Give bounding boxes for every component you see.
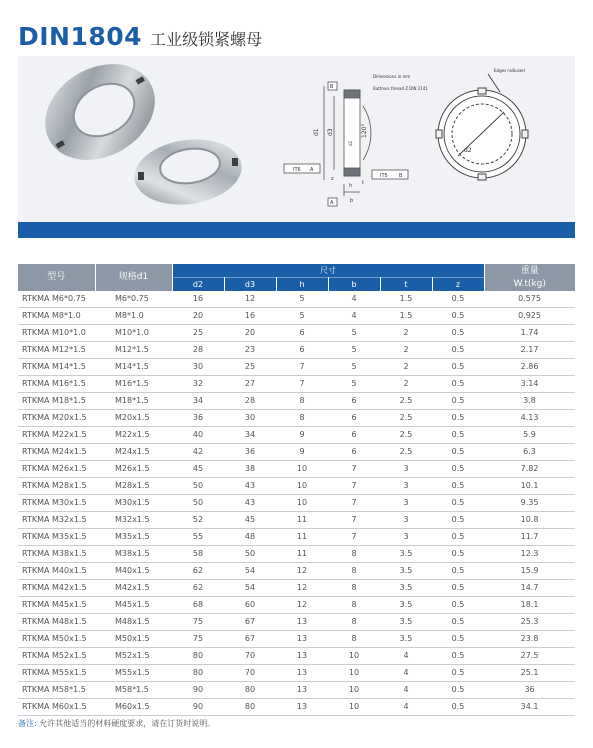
cell-h: 6 (276, 325, 328, 342)
cell-z: 0.5 (432, 597, 484, 614)
cell-t: 3.5 (380, 597, 432, 614)
cell-d2: 25 (172, 325, 224, 342)
cell-z: 0.5 (432, 512, 484, 529)
cell-d3: 34 (224, 427, 276, 444)
cell-model: RTKMA M50x1.5 (18, 631, 95, 648)
cell-model: RTKMA M8*1.0 (18, 308, 95, 325)
col-header-d2: d2 (172, 278, 224, 292)
cell-b: 7 (328, 478, 380, 495)
cell-z: 0.5 (432, 631, 484, 648)
table-row (18, 342, 575, 359)
cell-weight: 6.3 (484, 444, 575, 461)
cell-b: 5 (328, 359, 380, 376)
cell-spec: M48x1.5 (95, 614, 172, 631)
footnote-text: 允许其他适当的材料硬度要求，请在订货时说明。 (39, 719, 216, 728)
spec-table (18, 264, 575, 716)
footnote-label: 备注: (18, 719, 37, 728)
cell-t: 2.5 (380, 427, 432, 444)
tolerance-it5: IT5 (380, 173, 388, 179)
dim-h: h (349, 183, 353, 189)
cell-d2: 62 (172, 580, 224, 597)
cell-z: 0.5 (432, 342, 484, 359)
dim-d1: d1 (313, 128, 320, 136)
cell-spec: M24x1.5 (95, 444, 172, 461)
cell-spec: M60x1.5 (95, 699, 172, 716)
cell-t: 3 (380, 495, 432, 512)
cell-b: 10 (328, 699, 380, 716)
cell-d3: 20 (224, 325, 276, 342)
nut-photo-small (130, 133, 246, 211)
weight-label: 重量 (520, 265, 539, 276)
cell-t: 3 (380, 461, 432, 478)
table-row (18, 410, 575, 427)
cell-model: RTKMA M52x1.5 (18, 648, 95, 665)
cell-weight: 3.14 (484, 376, 575, 393)
section-divider-bar (18, 222, 575, 238)
cell-spec: M30x1.5 (95, 495, 172, 512)
cell-t: 2.5 (380, 393, 432, 410)
cell-b: 8 (328, 546, 380, 563)
cell-t: 3.5 (380, 614, 432, 631)
table-row (18, 444, 575, 461)
cell-t: 4 (380, 648, 432, 665)
dim-d2-side: d2 (348, 140, 353, 146)
footnote (18, 718, 215, 729)
dim-t: t (362, 180, 364, 186)
cell-h: 5 (276, 308, 328, 325)
cell-d2: 45 (172, 461, 224, 478)
cell-t: 4 (380, 682, 432, 699)
cell-z: 0.5 (432, 478, 484, 495)
table-row (18, 665, 575, 682)
cell-weight: 1.74 (484, 325, 575, 342)
cell-spec: M18*1.5 (95, 393, 172, 410)
table-row (18, 580, 575, 597)
cell-b: 8 (328, 597, 380, 614)
cell-h: 11 (276, 512, 328, 529)
cell-weight: 2.86 (484, 359, 575, 376)
cell-d2: 75 (172, 614, 224, 631)
cell-z: 0.5 (432, 444, 484, 461)
cell-d3: 28 (224, 393, 276, 410)
cell-spec: M52x1.5 (95, 648, 172, 665)
cell-h: 9 (276, 427, 328, 444)
cell-d3: 36 (224, 444, 276, 461)
cell-b: 8 (328, 631, 380, 648)
cell-model: RTKMA M12*1.5 (18, 342, 95, 359)
cell-spec: M28x1.5 (95, 478, 172, 495)
cell-spec: M58*1.5 (95, 682, 172, 699)
cell-weight: 25.3 (484, 614, 575, 631)
cell-d3: 27 (224, 376, 276, 393)
table-row (18, 631, 575, 648)
page-header (18, 22, 262, 52)
cell-b: 5 (328, 325, 380, 342)
cell-t: 2.5 (380, 444, 432, 461)
cell-h: 7 (276, 376, 328, 393)
cell-b: 6 (328, 410, 380, 427)
col-header-weight (484, 264, 575, 291)
cell-d3: 43 (224, 495, 276, 512)
cell-spec: M26x1.5 (95, 461, 172, 478)
cell-b: 7 (328, 495, 380, 512)
product-name: 工业级锁紧螺母 (150, 30, 263, 49)
cell-weight: 7.82 (484, 461, 575, 478)
cell-model: RTKMA M28x1.5 (18, 478, 95, 495)
cell-spec: M12*1.5 (95, 342, 172, 359)
cell-t: 2 (380, 342, 432, 359)
cell-weight: 36 (484, 682, 575, 699)
cell-d3: 43 (224, 478, 276, 495)
cell-weight: 18.1 (484, 597, 575, 614)
cell-z: 0.5 (432, 529, 484, 546)
cell-model: RTKMA M16*1.5 (18, 376, 95, 393)
cell-weight: 27.5 (484, 648, 575, 665)
cell-d2: 68 (172, 597, 224, 614)
cell-d2: 16 (172, 291, 224, 308)
cell-spec: M50x1.5 (95, 631, 172, 648)
cell-t: 3 (380, 478, 432, 495)
col-header-model: 型号 (18, 264, 95, 291)
cell-h: 11 (276, 546, 328, 563)
cell-d2: 62 (172, 563, 224, 580)
cell-z: 0.5 (432, 461, 484, 478)
cell-weight: 25.1 (484, 665, 575, 682)
cell-d3: 25 (224, 359, 276, 376)
cell-model: RTKMA M20x1.5 (18, 410, 95, 427)
cell-weight: 10.8 (484, 512, 575, 529)
cell-d2: 58 (172, 546, 224, 563)
datum-b-mark: B (330, 84, 334, 90)
cell-t: 3.5 (380, 631, 432, 648)
cell-z: 0.5 (432, 648, 484, 665)
cell-weight: 15.9 (484, 563, 575, 580)
cell-weight: 0.575 (484, 291, 575, 308)
cell-model: RTKMA M58*1.5 (18, 682, 95, 699)
cell-z: 0.5 (432, 546, 484, 563)
cell-d2: 75 (172, 631, 224, 648)
cell-spec: M45x1.5 (95, 597, 172, 614)
cell-d3: 54 (224, 563, 276, 580)
dim-z: z (331, 176, 334, 182)
cell-model: RTKMA M40x1.5 (18, 563, 95, 580)
cell-weight: 12.3 (484, 546, 575, 563)
cell-model: RTKMA M45x1.5 (18, 597, 95, 614)
cell-b: 6 (328, 444, 380, 461)
cell-spec: M20x1.5 (95, 410, 172, 427)
dim-d3: d3 (327, 128, 334, 136)
cell-z: 0.5 (432, 427, 484, 444)
cell-b: 10 (328, 648, 380, 665)
cell-d2: 28 (172, 342, 224, 359)
cell-d2: 50 (172, 478, 224, 495)
cell-d3: 45 (224, 512, 276, 529)
cell-d2: 80 (172, 648, 224, 665)
cell-spec: M16*1.5 (95, 376, 172, 393)
cell-spec: M10*1.0 (95, 325, 172, 342)
cell-spec: M38x1.5 (95, 546, 172, 563)
cell-t: 3.5 (380, 546, 432, 563)
cell-weight: 3.8 (484, 393, 575, 410)
cell-model: RTKMA M22x1.5 (18, 427, 95, 444)
cell-weight: 11.7 (484, 529, 575, 546)
cell-b: 7 (328, 461, 380, 478)
cell-spec: M55x1.5 (95, 665, 172, 682)
cell-model: RTKMA M14*1.5 (18, 359, 95, 376)
cell-b: 4 (328, 291, 380, 308)
cell-model: RTKMA M38x1.5 (18, 546, 95, 563)
cell-b: 8 (328, 563, 380, 580)
datum-a-mark: A (330, 200, 334, 206)
cell-h: 7 (276, 359, 328, 376)
cell-z: 0.5 (432, 580, 484, 597)
cell-h: 12 (276, 563, 328, 580)
cell-weight: 0.925 (484, 308, 575, 325)
cell-d3: 30 (224, 410, 276, 427)
cell-d3: 23 (224, 342, 276, 359)
cell-model: RTKMA M55x1.5 (18, 665, 95, 682)
table-row (18, 291, 575, 308)
cell-z: 0.5 (432, 308, 484, 325)
cell-b: 8 (328, 614, 380, 631)
cell-model: RTKMA M6*0.75 (18, 291, 95, 308)
cell-weight: 14.7 (484, 580, 575, 597)
section-drawing (284, 82, 408, 206)
table-row (18, 461, 575, 478)
cell-z: 0.5 (432, 291, 484, 308)
table-row (18, 529, 575, 546)
cell-z: 0.5 (432, 614, 484, 631)
cell-d3: 80 (224, 699, 276, 716)
cell-z: 0.5 (432, 682, 484, 699)
cell-h: 8 (276, 393, 328, 410)
table-row (18, 682, 575, 699)
cell-d2: 90 (172, 682, 224, 699)
cell-h: 12 (276, 597, 328, 614)
cell-spec: M14*1.5 (95, 359, 172, 376)
cell-h: 12 (276, 580, 328, 597)
cell-d2: 42 (172, 444, 224, 461)
table-row (18, 512, 575, 529)
cell-z: 0.5 (432, 393, 484, 410)
cell-h: 13 (276, 682, 328, 699)
cell-d3: 70 (224, 665, 276, 682)
cell-z: 0.5 (432, 665, 484, 682)
table-row (18, 325, 575, 342)
cell-weight: 10.1 (484, 478, 575, 495)
cell-b: 6 (328, 427, 380, 444)
drawing-callout-2: Buttress thread Z DIN 2141 (373, 86, 428, 91)
cell-h: 13 (276, 614, 328, 631)
front-view-drawing (436, 74, 528, 180)
cell-model: RTKMA M26x1.5 (18, 461, 95, 478)
cell-spec: M40x1.5 (95, 563, 172, 580)
drawing-callout-3: Edges radiused (494, 68, 525, 73)
cell-b: 10 (328, 665, 380, 682)
cell-d3: 67 (224, 631, 276, 648)
cell-model: RTKMA M24x1.5 (18, 444, 95, 461)
cell-t: 3.5 (380, 580, 432, 597)
datum-a-ref: A (310, 167, 314, 173)
cell-h: 6 (276, 342, 328, 359)
cell-model: RTKMA M10*1.0 (18, 325, 95, 342)
cell-model: RTKMA M35x1.5 (18, 529, 95, 546)
cell-spec: M35x1.5 (95, 529, 172, 546)
cell-t: 3.5 (380, 563, 432, 580)
cell-weight: 34.1 (484, 699, 575, 716)
cell-model: RTKMA M48x1.5 (18, 614, 95, 631)
cell-b: 6 (328, 393, 380, 410)
cell-d3: 80 (224, 682, 276, 699)
cell-h: 10 (276, 478, 328, 495)
col-header-dimensions: 尺寸 (172, 264, 484, 278)
cell-weight: 4.13 (484, 410, 575, 427)
product-hero (18, 56, 575, 222)
cell-d3: 16 (224, 308, 276, 325)
cell-d2: 30 (172, 359, 224, 376)
table-row (18, 308, 575, 325)
table-row (18, 393, 575, 410)
cell-z: 0.5 (432, 325, 484, 342)
weight-unit: W.t(kg) (513, 278, 546, 289)
cell-b: 5 (328, 376, 380, 393)
cell-d2: 20 (172, 308, 224, 325)
cell-t: 3 (380, 512, 432, 529)
cell-z: 0.5 (432, 563, 484, 580)
cell-weight: 23.8 (484, 631, 575, 648)
cell-h: 10 (276, 461, 328, 478)
cell-d2: 52 (172, 512, 224, 529)
cell-t: 2 (380, 359, 432, 376)
cell-d2: 32 (172, 376, 224, 393)
cell-model: RTKMA M30x1.5 (18, 495, 95, 512)
datum-b-ref: B (399, 173, 403, 179)
cell-b: 5 (328, 342, 380, 359)
table-row (18, 699, 575, 716)
cell-h: 9 (276, 444, 328, 461)
cell-spec: M42x1.5 (95, 580, 172, 597)
cell-b: 7 (328, 529, 380, 546)
col-header-d3: d3 (224, 278, 276, 292)
cell-weight: 2.17 (484, 342, 575, 359)
tolerance-it6: IT6 (293, 167, 301, 173)
cell-d2: 40 (172, 427, 224, 444)
cell-t: 2.5 (380, 410, 432, 427)
col-header-h: h (276, 278, 328, 292)
col-header-b: b (328, 278, 380, 292)
cell-t: 2 (380, 325, 432, 342)
table-row (18, 478, 575, 495)
cell-t: 4 (380, 665, 432, 682)
dim-b: b (350, 198, 354, 204)
col-header-spec: 规格d1 (95, 264, 172, 291)
cell-model: RTKMA M42x1.5 (18, 580, 95, 597)
cell-model: RTKMA M18*1.5 (18, 393, 95, 410)
cell-z: 0.5 (432, 410, 484, 427)
spec-table-body (18, 291, 575, 716)
cell-t: 1.5 (380, 308, 432, 325)
table-header-row (18, 264, 575, 278)
cell-d3: 67 (224, 614, 276, 631)
cell-d2: 34 (172, 393, 224, 410)
cell-d3: 60 (224, 597, 276, 614)
cell-h: 8 (276, 410, 328, 427)
drawing-callout-1: Dimensions in mm (373, 74, 411, 79)
table-row (18, 546, 575, 563)
product-illustration (18, 56, 575, 222)
table-row (18, 614, 575, 631)
cell-d2: 50 (172, 495, 224, 512)
cell-h: 13 (276, 665, 328, 682)
cell-z: 0.5 (432, 376, 484, 393)
dim-angle: 120° (361, 123, 368, 138)
table-row (18, 648, 575, 665)
cell-d3: 70 (224, 648, 276, 665)
table-row (18, 359, 575, 376)
table-row (18, 563, 575, 580)
cell-model: RTKMA M32x1.5 (18, 512, 95, 529)
table-row (18, 376, 575, 393)
cell-d2: 80 (172, 665, 224, 682)
cell-t: 2 (380, 376, 432, 393)
table-row (18, 597, 575, 614)
cell-d3: 12 (224, 291, 276, 308)
cell-t: 4 (380, 699, 432, 716)
cell-d3: 54 (224, 580, 276, 597)
cell-d2: 55 (172, 529, 224, 546)
cell-h: 11 (276, 529, 328, 546)
col-header-z: z (432, 278, 484, 292)
cell-t: 1.5 (380, 291, 432, 308)
cell-z: 0.5 (432, 699, 484, 716)
cell-weight: 5.9 (484, 427, 575, 444)
cell-t: 3 (380, 529, 432, 546)
cell-d3: 48 (224, 529, 276, 546)
cell-h: 10 (276, 495, 328, 512)
cell-d2: 36 (172, 410, 224, 427)
cell-b: 7 (328, 512, 380, 529)
cell-h: 13 (276, 648, 328, 665)
cell-spec: M8*1.0 (95, 308, 172, 325)
cell-model: RTKMA M60x1.5 (18, 699, 95, 716)
cell-h: 13 (276, 631, 328, 648)
dim-d2-front: d2 (464, 147, 472, 154)
cell-spec: M32x1.5 (95, 512, 172, 529)
cell-z: 0.5 (432, 359, 484, 376)
cell-b: 10 (328, 682, 380, 699)
table-row (18, 495, 575, 512)
cell-h: 13 (276, 699, 328, 716)
cell-spec: M6*0.75 (95, 291, 172, 308)
cell-spec: M22x1.5 (95, 427, 172, 444)
cell-h: 5 (276, 291, 328, 308)
cell-d3: 38 (224, 461, 276, 478)
cell-z: 0.5 (432, 495, 484, 512)
cell-d2: 90 (172, 699, 224, 716)
cell-b: 4 (328, 308, 380, 325)
cell-weight: 9.35 (484, 495, 575, 512)
cell-d3: 50 (224, 546, 276, 563)
col-header-t: t (380, 278, 432, 292)
table-row (18, 427, 575, 444)
product-code: DIN1804 (18, 22, 143, 51)
cell-b: 8 (328, 580, 380, 597)
